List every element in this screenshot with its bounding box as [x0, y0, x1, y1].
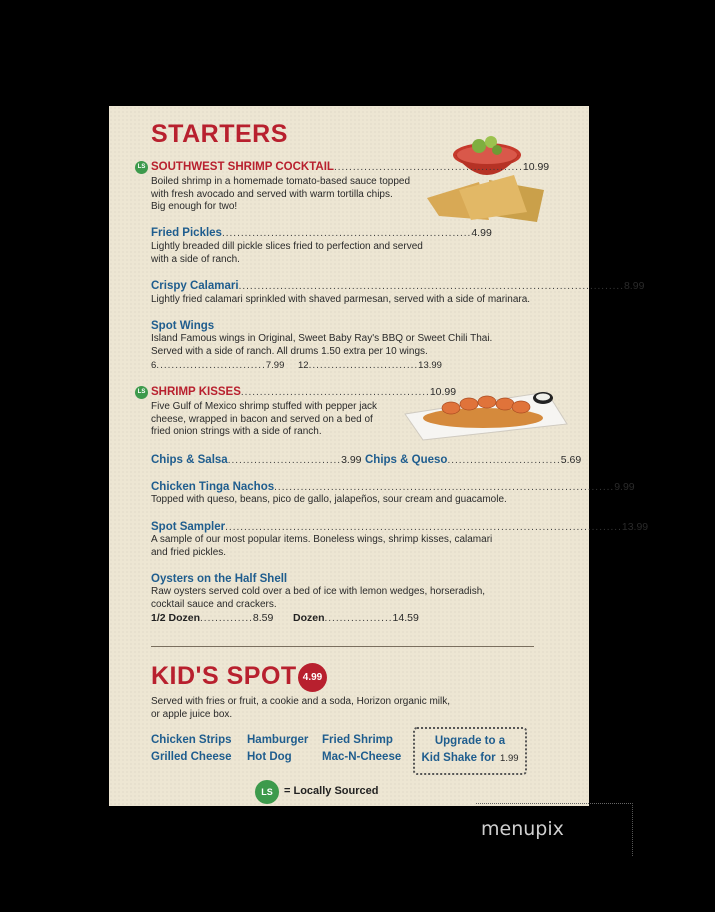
menupix-watermark: menupix [481, 818, 564, 840]
menu-item-oysters: Oysters on the Half Shell [151, 573, 288, 585]
item-description: Topped with queso, beans, pico de gallo, jalapeños, sour cream and guacamole. [151, 494, 507, 505]
item-name: Crispy Calamari [151, 280, 239, 292]
menu-item-crispy-calamari: Crispy Calamari ...................................................................................................... 8.99 [151, 280, 645, 292]
menu-page [109, 106, 649, 806]
menu-item-chips-queso: Chips & Queso .............................. 5.69 [365, 454, 582, 466]
item-description: Five Gulf of Mexico shrimp stuffed with pepper jack cheese, wrapped in bacon and served on a bed of fried onion strings with a side of ranch. [151, 401, 378, 437]
item-price: 8.99 [623, 280, 645, 292]
item-price: 9.99 [614, 481, 635, 493]
option-row: 1/2 Dozen .............. 8.59 [151, 612, 274, 624]
kids-description: Served with fries or fruit, a cookie and a soda, Horizon organic milk, or apple juice box. [151, 696, 451, 720]
locally-sourced-badge: LS [135, 161, 148, 174]
item-price: 13.99 [621, 521, 649, 533]
starters-title: STARTERS [151, 120, 288, 148]
item-price: 10.99 [429, 386, 457, 398]
kids-price-badge: 4.99 [298, 663, 327, 692]
locally-sourced-badge: LS [135, 386, 148, 399]
menu-item-spot-sampler: Spot Sampler ......................................................................................................... 13.99 [151, 521, 649, 533]
item-name: Fried Pickles [151, 227, 222, 239]
kid-item: Hamburger [247, 734, 309, 746]
legend-text: = Locally Sourced [284, 785, 379, 797]
kid-item: Mac-N-Cheese [322, 751, 402, 763]
kid-item: Chicken Strips [151, 734, 232, 746]
item-name: Chicken Tinga Nachos [151, 481, 275, 493]
shrimp-cocktail-image [419, 120, 549, 230]
item-name: Chips & Queso [365, 454, 448, 466]
item-description: A sample of our most popular items. Boneless wings, shrimp kisses, calamari and fried pickles. [151, 534, 493, 558]
item-price: 5.69 [560, 454, 582, 466]
kid-item: Grilled Cheese [151, 751, 232, 763]
item-price: 4.99 [471, 227, 492, 239]
item-description: Boiled shrimp in a homemade tomato-based sauce topped with fresh avocado and served with warm tortilla chips. Big enough for two! [151, 176, 411, 212]
option-row: Dozen .................. 14.59 [293, 612, 419, 624]
option-row: 12 ............................. 13.99 [298, 360, 442, 371]
item-name: SHRIMP KISSES [151, 386, 241, 398]
section-divider [151, 646, 534, 647]
kid-shake-upgrade-box: Upgrade to a Kid Shake for 1.99 [413, 727, 527, 775]
item-description: Raw oysters served cold over a bed of ice with lemon wedges, horseradish, cocktail sauce and crackers. [151, 586, 486, 610]
kids-title: KID'S SPOT [151, 662, 297, 690]
kid-item: Fried Shrimp [322, 734, 393, 746]
menu-item-spot-wings: Spot Wings [151, 320, 215, 332]
item-name: SOUTHWEST SHRIMP COCKTAIL [151, 161, 334, 173]
menu-item-chips-salsa: Chips & Salsa .............................. 3.99 [151, 454, 362, 466]
menu-item-southwest-shrimp-cocktail: SOUTHWEST SHRIMP COCKTAIL .................................................. 10.99 [151, 161, 550, 173]
option-row: 6 ............................. 7.99 [151, 360, 285, 371]
menu-item-fried-pickles: Fried Pickles .................................................................. 4.99 [151, 227, 492, 239]
item-description: Lightly breaded dill pickle slices fried to perfection and served with a side of ranch. [151, 241, 423, 265]
shrimp-kisses-image [401, 372, 569, 444]
item-name: Spot Sampler [151, 521, 226, 533]
item-name: Chips & Salsa [151, 454, 228, 466]
item-description: Lightly fried calamari sprinkled with shaved parmesan, served with a side of marinara. [151, 294, 531, 305]
kid-item: Hot Dog [247, 751, 292, 763]
locally-sourced-legend-icon: LS [255, 780, 279, 804]
menu-item-shrimp-kisses: SHRIMP KISSES .................................................. 10.99 [151, 386, 457, 398]
item-price: 3.99 [341, 454, 362, 466]
item-description: Island Famous wings in Original, Sweet Baby Ray's BBQ or Sweet Chili Thai. Served with a side of ranch. All drums 1.50 extra per 10 wings. [151, 333, 493, 357]
menu-item-chicken-tinga-nachos: Chicken Tinga Nachos .......................................................................................... 9.99 [151, 481, 635, 493]
item-price: 10.99 [522, 161, 550, 173]
